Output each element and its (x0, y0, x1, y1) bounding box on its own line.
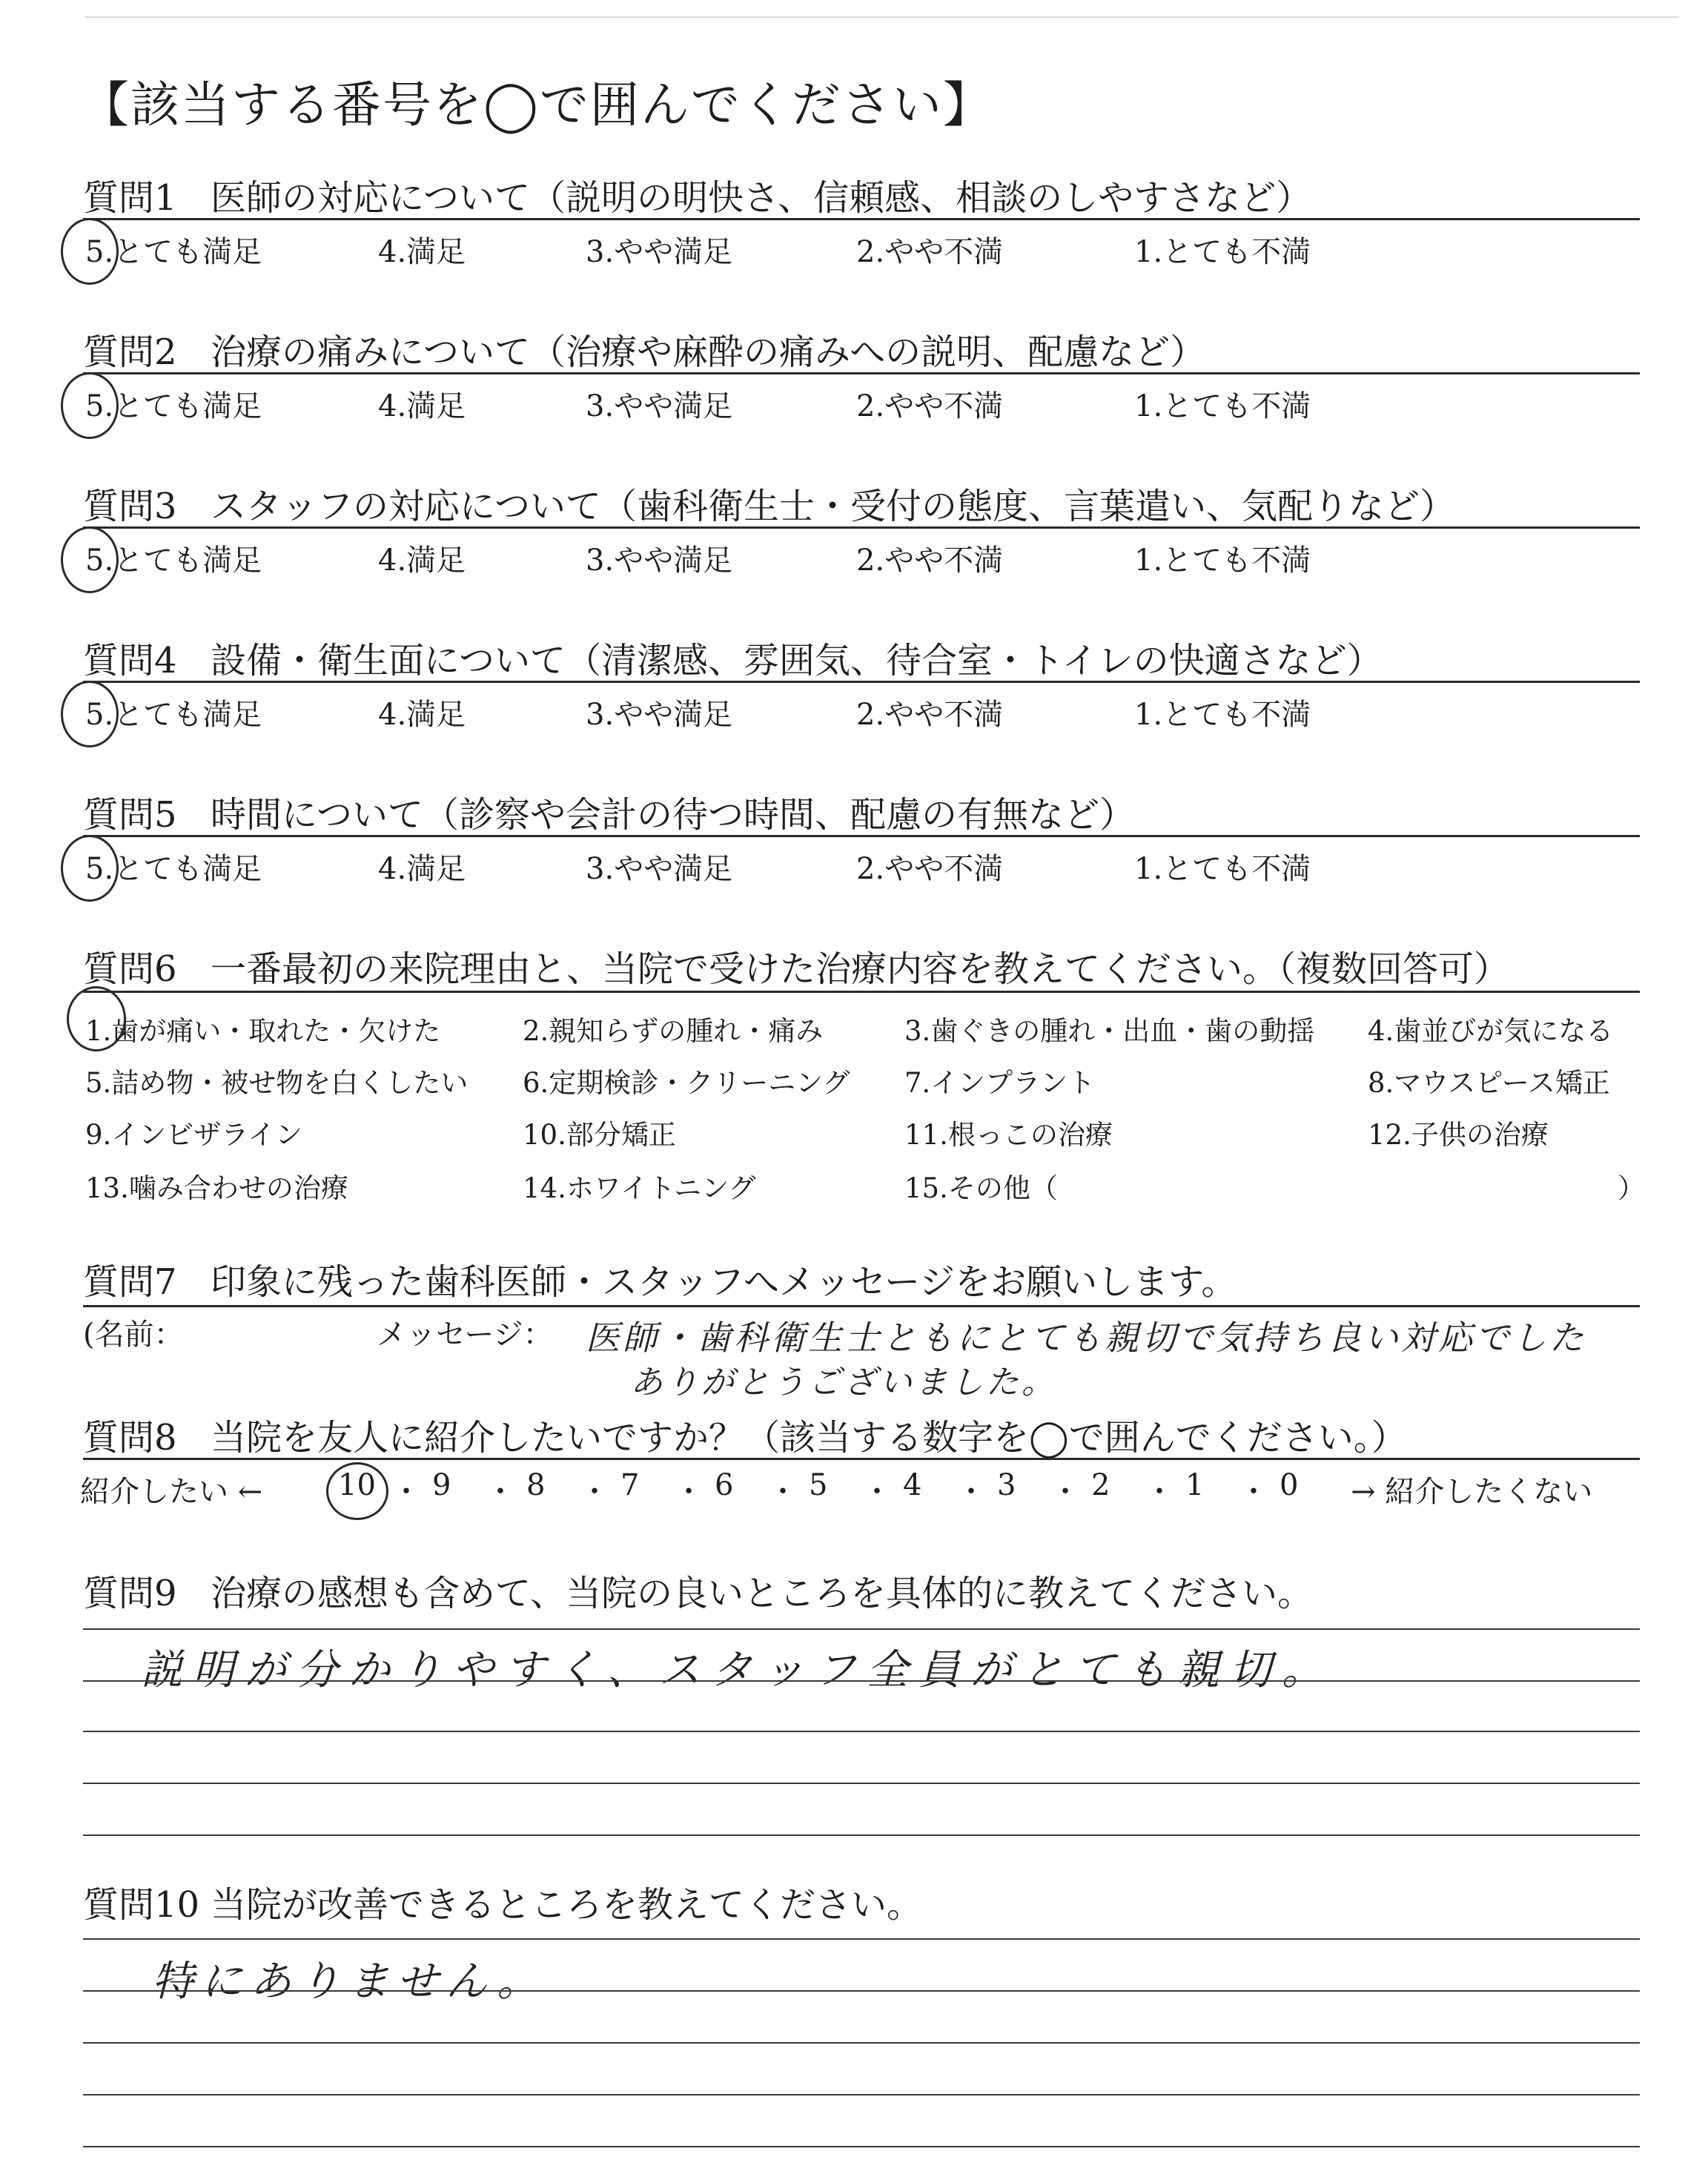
recommend-score-8[interactable]: 8 (526, 1468, 546, 1502)
question-7-heading (83, 1253, 1237, 1304)
question-9-handwritten-answer: 説明が分かりやすく、スタッフ全員がとても親切。 (141, 1646, 1334, 1694)
scale-separator-dot: ・ (768, 1475, 798, 1509)
question-5-option-2[interactable]: 2.やや不満 (856, 852, 1004, 886)
question-10-number: 質問10 (83, 1884, 200, 1926)
question-5-option-5[interactable]: 5.とても満足 (85, 852, 262, 886)
question-6-number: 質問6 (83, 948, 177, 990)
top-border (85, 16, 1679, 18)
q6-option-1[interactable]: 1.歯が痛い・取れた・欠けた (85, 1015, 441, 1047)
question-6-answer-circle (67, 986, 126, 1051)
question-3-heading (83, 478, 1455, 529)
question-2-option-1[interactable]: 1.とても不満 (1134, 389, 1311, 423)
question-3-option-1[interactable]: 1.とても不満 (1134, 544, 1311, 578)
question-4-option-1[interactable]: 1.とても不満 (1134, 698, 1311, 732)
question-9-answer-line-1 (83, 1628, 1640, 1630)
message-handwritten-line-2: ありがとうございました。 (630, 1364, 1057, 1401)
question-4-answer-circle (61, 681, 119, 747)
question-7-text: 印象に残った歯科医師・スタッフへメッセージをお願いします。 (211, 1261, 1237, 1303)
question-1-option-1[interactable]: 1.とても不満 (1134, 235, 1311, 269)
question-2-number: 質問2 (83, 331, 177, 373)
question-2-text: 治療の痛みについて（治療や麻酔の痛みへの説明、配慮など） (211, 331, 1206, 373)
other-close-paren: ） (1618, 1172, 1645, 1204)
question-10-heading (83, 1876, 922, 1927)
question-2-option-2[interactable]: 2.やや不満 (856, 389, 1004, 423)
recommend-score-6[interactable]: 6 (715, 1468, 734, 1502)
question-1-rule (83, 218, 1640, 220)
question-10-handwritten-answer: 特にありません。 (152, 1958, 546, 2006)
question-9-answer-line-4 (83, 1783, 1640, 1784)
question-1-option-3[interactable]: 3.やや満足 (586, 235, 733, 269)
q6-option-11[interactable]: 11.根っこの治療 (904, 1119, 1113, 1151)
q6-option-4[interactable]: 4.歯並びが気になる (1368, 1015, 1614, 1047)
question-4-heading (83, 632, 1383, 683)
question-3-rule (83, 526, 1640, 529)
question-10-answer-line-4 (83, 2094, 1640, 2095)
recommend-score-9[interactable]: 9 (432, 1468, 451, 1502)
question-1-heading (83, 169, 1311, 220)
recommend-score-0[interactable]: 0 (1280, 1468, 1299, 1502)
question-1-option-2[interactable]: 2.やや不満 (856, 235, 1004, 269)
q6-option-15[interactable]: 15.その他（ (904, 1172, 1058, 1204)
question-5-rule (83, 835, 1640, 837)
question-4-number: 質問4 (83, 640, 177, 681)
scale-separator-dot: ・ (674, 1475, 704, 1509)
question-8-heading (83, 1409, 1407, 1460)
question-4-option-5[interactable]: 5.とても満足 (85, 698, 262, 732)
scale-separator-dot: ・ (486, 1475, 515, 1509)
question-10-answer-line-1 (83, 1938, 1640, 1940)
question-2-heading (83, 323, 1205, 374)
question-10-answer-line-2 (83, 1990, 1640, 1992)
question-5-option-4[interactable]: 4.満足 (378, 852, 466, 886)
recommend-score-3[interactable]: 3 (997, 1468, 1016, 1502)
scale-separator-dot: ・ (1145, 1475, 1174, 1509)
scale-separator-dot: ・ (580, 1475, 609, 1509)
recommend-score-2[interactable]: 2 (1091, 1468, 1110, 1502)
q6-option-8[interactable]: 8.マウスピース矯正 (1368, 1067, 1610, 1099)
question-7-rule (83, 1305, 1640, 1307)
question-7-number: 質問7 (83, 1261, 177, 1303)
scale-separator-dot: ・ (1050, 1475, 1080, 1509)
question-8-text: 当院を友人に紹介したいですか？（該当する数字を◯で囲んでください。） (211, 1417, 1407, 1459)
recommend-score-5[interactable]: 5 (809, 1468, 828, 1502)
question-5-heading (83, 786, 1135, 837)
question-1-text: 医師の対応について（説明の明快さ、信頼感、相談のしやすさなど） (211, 177, 1312, 219)
question-9-text: 治療の感想も含めて、当院の良いところを具体的に教えてください。 (211, 1573, 1314, 1614)
question-1-option-4[interactable]: 4.満足 (378, 235, 466, 269)
question-4-rule (83, 681, 1640, 683)
question-10-text: 当院が改善できるところを教えてください。 (211, 1884, 923, 1926)
question-3-option-2[interactable]: 2.やや不満 (856, 544, 1004, 578)
q6-option-2[interactable]: 2.親知らずの腫れ・痛み (523, 1015, 824, 1047)
scale-separator-dot: ・ (1239, 1475, 1268, 1509)
question-4-option-3[interactable]: 3.やや満足 (586, 698, 733, 732)
question-1-number: 質問1 (83, 177, 177, 219)
question-3-option-5[interactable]: 5.とても満足 (85, 544, 262, 578)
question-4-text: 設備・衛生面について（清潔感、雰囲気、待合室・トイレの快適さなど） (211, 640, 1383, 681)
question-6-heading (83, 940, 1509, 991)
q6-option-13[interactable]: 13.噛み合わせの治療 (85, 1172, 348, 1204)
question-2-option-3[interactable]: 3.やや満足 (586, 389, 733, 423)
question-4-option-2[interactable]: 2.やや不満 (856, 698, 1004, 732)
question-5-number: 質問5 (83, 794, 177, 836)
question-9-heading (83, 1565, 1313, 1616)
question-9-answer-line-2 (83, 1680, 1640, 1682)
question-1-answer-circle (61, 218, 119, 285)
question-3-answer-circle (61, 526, 119, 593)
question-2-answer-circle (61, 372, 119, 439)
question-8-number: 質問8 (83, 1417, 177, 1459)
question-5-option-1[interactable]: 1.とても不満 (1134, 852, 1311, 886)
q6-option-10[interactable]: 10.部分矯正 (523, 1119, 676, 1151)
q6-option-7[interactable]: 7.インプラント (904, 1067, 1096, 1099)
recommend-score-1[interactable]: 1 (1185, 1468, 1205, 1502)
recommend-score-4[interactable]: 4 (903, 1468, 922, 1502)
recommend-left-label: 紹介したい ← (80, 1475, 263, 1509)
message-handwritten-line-1: 医師・歯科衛生士ともにとても親切で気持ち良い対応でした (586, 1318, 1586, 1358)
q6-option-12[interactable]: 12.子供の治療 (1368, 1119, 1549, 1151)
recommend-right-label: → 紹介したくない (1351, 1475, 1593, 1509)
question-9-answer-line-5 (83, 1834, 1640, 1836)
question-6-rule (83, 991, 1640, 993)
recommend-score-10[interactable]: 10 (338, 1468, 376, 1502)
q6-option-14[interactable]: 14.ホワイトニング (523, 1172, 756, 1204)
question-10-answer-line-3 (83, 2042, 1640, 2044)
question-4-option-4[interactable]: 4.満足 (378, 698, 466, 732)
question-1-option-5[interactable]: 5.とても満足 (85, 235, 262, 269)
question-3-number: 質問3 (83, 486, 177, 527)
question-6-text: 一番最初の来院理由と、当院で受けた治療内容を教えてください。（複数回答可） (211, 948, 1510, 990)
scale-separator-dot: ・ (862, 1475, 892, 1509)
name-label: (名前： (83, 1318, 184, 1352)
question-8-rule (83, 1458, 1640, 1460)
scale-separator-dot: ・ (391, 1475, 421, 1509)
q6-option-6[interactable]: 6.定期検診・クリーニング (523, 1067, 850, 1099)
question-9-answer-line-3 (83, 1731, 1640, 1732)
question-10-answer-line-5 (83, 2146, 1640, 2147)
recommend-answer-circle (326, 1462, 388, 1520)
question-2-option-5[interactable]: 5.とても満足 (85, 389, 262, 423)
q6-option-3[interactable]: 3.歯ぐきの腫れ・出血・歯の動揺 (904, 1015, 1315, 1047)
message-label: メッセージ： (377, 1318, 553, 1352)
question-5-option-3[interactable]: 3.やや満足 (586, 852, 733, 886)
question-5-text: 時間について（診察や会計の待つ時間、配慮の有無など） (211, 794, 1136, 836)
question-2-rule (83, 372, 1640, 374)
q6-option-9[interactable]: 9.インビザライン (85, 1119, 303, 1151)
question-3-option-4[interactable]: 4.満足 (378, 544, 466, 578)
page-title: 【該当する番号を◯で囲んでください】 (80, 76, 993, 133)
recommend-score-7[interactable]: 7 (620, 1468, 640, 1502)
question-3-text: スタッフの対応について（歯科衛生士・受付の態度、言葉遣い、気配りなど） (211, 486, 1456, 527)
question-9-number: 質問9 (83, 1573, 177, 1614)
q6-option-5[interactable]: 5.詰め物・被せ物を白くしたい (85, 1067, 469, 1099)
scale-separator-dot: ・ (956, 1475, 986, 1509)
question-3-option-3[interactable]: 3.やや満足 (586, 544, 733, 578)
question-5-answer-circle (61, 835, 119, 902)
question-2-option-4[interactable]: 4.満足 (378, 389, 466, 423)
